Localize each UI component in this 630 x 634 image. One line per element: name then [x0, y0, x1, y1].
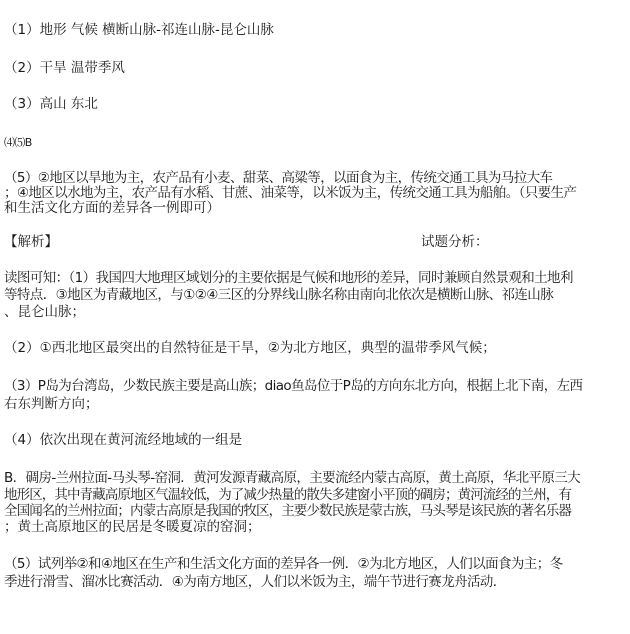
answer-line-5a: （5）②地区以旱地为主，农产品有小麦、甜菜、高粱等，以面食为主，传统交通工具为马拉大车	[4, 170, 553, 186]
analysis-p3-line-1: （3）P岛为台湾岛，少数民族主要是高山族；diao鱼岛位于P岛的方向东北方向，根据上北下南，左西	[4, 378, 583, 394]
analysis-p1-line-2: 等特点．③地区为青藏地区，与①②④三区的分界线山脉名称由南向北依次是横断山脉、祁连山脉	[4, 287, 554, 303]
analysis-p6-line-1: （5）试列举②和④地区在生产和生活文化方面的差异各一例．②为北方地区，人们以面食为主；冬	[4, 556, 563, 572]
answer-line-2: （2）干旱 温带季风	[4, 60, 125, 76]
analysis-p1-line-1: 读图可知：（1）我国四大地理区域划分的主要依据是气候和地形的差异，同时兼顾自然景观和土地利	[4, 270, 573, 286]
analysis-p4: （4）依次出现在黄河流经地域的一组是	[4, 432, 243, 448]
analysis-p5-line-2: 地形区，其中青藏高原地区气温较低，为了减少热量的散失多建窗小平顶的碉房；黄河流经的兰州，有	[4, 487, 571, 503]
analysis-p5-line-1: B．碉房-兰州拉面-马头琴-窑洞．黄河发源青藏高原，主要流经内蒙古高原，黄土高原，华北平原三大	[4, 470, 581, 486]
analysis-subheading: 试题分析：	[421, 234, 489, 250]
analysis-p1-line-3: 、昆仑山脉；	[4, 304, 85, 320]
analysis-p6-line-2: 季进行滑雪、溜冰比赛活动．④为南方地区，人们以米饭为主，端午节进行赛龙舟活动．	[4, 574, 506, 590]
answer-line-3: （3）高山 东北	[4, 96, 98, 112]
analysis-p3-line-2: 右东判断方向；	[4, 396, 99, 412]
answer-line-5c: 和生活文化方面的差异各一例即可）	[4, 200, 220, 216]
analysis-p2: （2）①西北地区最突出的自然特征是干旱，②为北方地区，典型的温带季风气候；	[4, 340, 496, 356]
answer-line-1: （1）地形 气候 横断山脉-祁连山脉-昆仑山脉	[4, 22, 274, 38]
answer-line-4: ⑷⑸B	[4, 136, 32, 149]
analysis-p5-line-3: 全国闻名的兰州拉面；内蒙古高原是我国的牧区，主要少数民族是蒙古族，马头琴是该民族的著名乐器	[4, 503, 571, 519]
answer-line-5b: ；④地区以水地为主，农产品有水稻、甘蔗、油菜等，以米饭为主，传统交通工具为船舶。（只要生产	[4, 185, 577, 201]
analysis-heading: 【解析】	[4, 234, 58, 250]
analysis-p5-line-4: ；黄土高原地区的民居是冬暖夏凉的窑洞；	[4, 519, 261, 535]
